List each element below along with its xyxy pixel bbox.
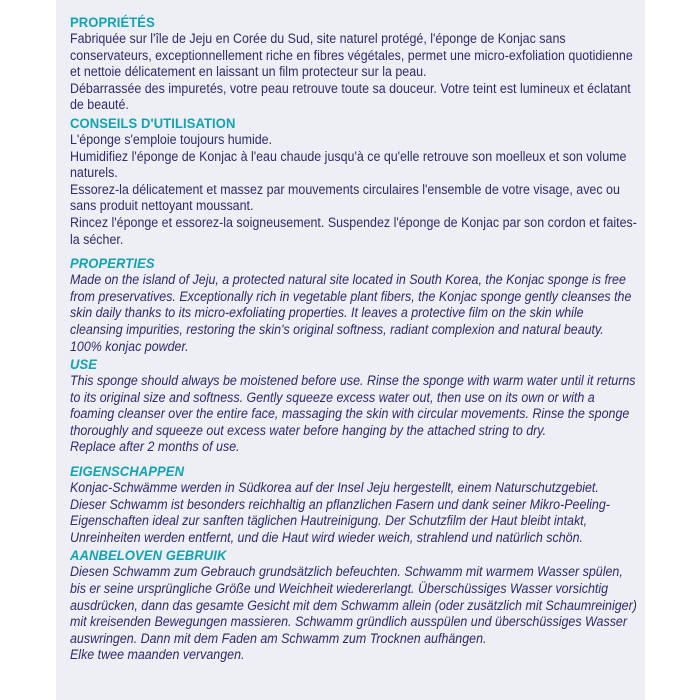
- paragraph: Essorez-la délicatement et massez par mouvements circulaires l'ensemble de votre visage, avec ou sans produit nettoyant moussant.: [70, 181, 620, 214]
- paragraph: L'éponge s'emploie toujours humide.: [70, 131, 273, 147]
- paragraph: Konjac-Schwämme werden in Südkorea auf der Insel Jeju hergestellt, einem Naturschutzgebiet. Dieser Schwamm ist besonders reichhaltig an pflanzlichen Fasern und dank seiner Mikro-Peeling-Eigenschaften ideal zur sanften täglichen Hautreinigung. Der Schutzfilm der Haut bleibt intakt, Unreinheiten werden entfernt, und die Haut wird wieder weich, strahlend und natürlich schön.: [70, 480, 610, 545]
- heading-properties: PROPERTIES: [70, 255, 155, 272]
- english-section: [70, 255, 638, 456]
- paragraph: Replace after 2 months of use.: [70, 439, 240, 455]
- paragraph: Débarrassée des impuretés, votre peau retrouve toute sa douceur. Votre teint est lumineux et éclatant de beauté.: [70, 80, 631, 113]
- heading-use: USE: [70, 356, 98, 373]
- paragraph: 100% konjac powder.: [70, 338, 189, 354]
- product-description: [70, 14, 638, 664]
- paragraph: Fabriquée sur l'île de Jeju en Corée du Sud, site naturel protégé, l'éponge de Konjac sans conservateurs, exceptionnellement riche en fibres végétales, permet une micro-exfoliation quotidienne et nettoie délicatement en laissant un film protecteur sur la peau.: [70, 31, 633, 80]
- german-section: [70, 463, 638, 664]
- heading-eigenschappen: EIGENSCHAPPEN: [70, 463, 185, 480]
- paragraph: Made on the island of Jeju, a protected natural site located in South Korea, the Konjac sponge is free from preservatives. Exceptionally rich in vegetable plant fibers, the Konjac sponge gently cleanses the skin daily thanks to its micro-exfoliating properties. It leaves a protective film on the skin while cleansing impurities, restoring the skin's original softness, radiant complexion and natural beauty.: [70, 272, 632, 337]
- paragraph: Rincez l'éponge et essorez-la soigneusement. Suspendez l'éponge de Konjac par son cordon et faites-la sécher.: [70, 214, 637, 247]
- paragraph: This sponge should always be moistened before use. Rinse the sponge with warm water until it returns to its original size and softness. Gently squeeze excess water out, then use on its own or with a foaming cleanser over the entire face, massaging the skin with circular movements. Rinse the sponge thoroughly and squeeze out excess water before hanging by the attached string to dry.: [70, 373, 636, 438]
- heading-proprietes: PROPRIÉTÉS: [70, 14, 155, 30]
- heading-conseils: CONSEILS D'UTILISATION: [70, 114, 236, 131]
- paragraph: Humidifiez l'éponge de Konjac à l'eau chaude jusqu'à ce qu'elle retrouve son moelleux et son volume naturels.: [70, 148, 627, 181]
- paragraph: Diesen Schwamm zum Gebrauch grundsätzlich befeuchten. Schwamm mit warmem Wasser spülen, bis er seine ursprüngliche Größe und Weichheit wiedererlangt. Überschüssiges Wasser vorsichtig ausdrücken, dann das gesamte Gesicht mit dem Schwamm allein (oder zusätzlich mit Schaumreiniger) mit kreisenden Bewegungen massieren. Schwamm gründlich ausspülen und überschüssiges Wasser auswringen. Dann mit dem Faden am Schwamm zum Trocknen aufhängen.: [70, 564, 637, 646]
- french-section: [70, 14, 638, 248]
- heading-aanbeloven-gebruik: AANBELOVEN GEBRUIK: [70, 547, 227, 564]
- paragraph: Elke twee maanden vervangen.: [70, 647, 245, 663]
